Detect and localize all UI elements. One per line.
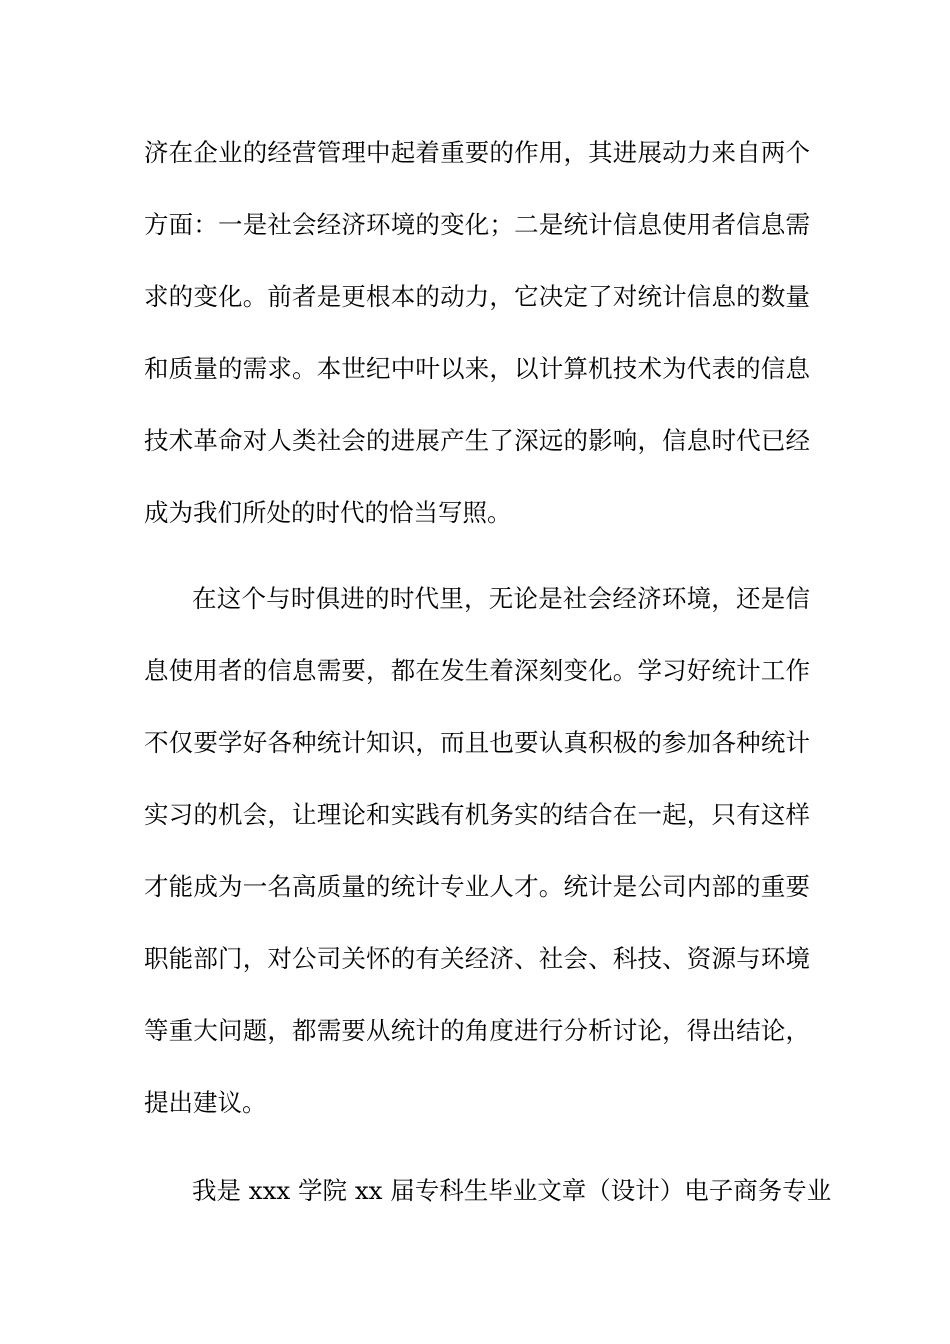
text-line-13: 等重大问题，都需要从统计的角度进行分析讨论，得出结论， [144,1016,810,1045]
text-line-3: 求的变化。前者是更根本的动力，它决定了对统计信息的数量 [144,282,810,311]
text-line-10: 实习的机会，让理论和实践有机务实的结合在一起，只有这样 [144,800,810,829]
text-line-8: 息使用者的信息需要，都在发生着深刻变化。学习好统计工作 [144,656,810,685]
text-line-5: 技术革命对人类社会的进展产生了深远的影响，信息时代已经 [144,426,810,455]
text-line-1: 济在企业的经营管理中起着重要的作用，其进展动力来自两个 [144,138,810,167]
text-line-12: 职能部门，对公司关怀的有关经济、社会、科技、资源与环境 [144,944,810,973]
text-line-14: 提出建议。 [144,1088,267,1117]
text-line-9: 不仅要学好各种统计知识，而且也要认真积极的参加各种统计 [144,728,810,757]
text-line-15: 我是 xxx 学院 xx 届专科生毕业文章（设计）电子商务专业 [192,1176,832,1205]
text-line-2: 方面：一是社会经济环境的变化；二是统计信息使用者信息需 [144,210,810,239]
text-line-7: 在这个与时俱进的时代里，无论是社会经济环境，还是信 [192,584,810,613]
text-line-6: 成为我们所处的时代的恰当写照。 [144,498,512,527]
text-line-11: 才能成为一名高质量的统计专业人才。统计是公司内部的重要 [144,872,810,901]
text-line-4: 和质量的需求。本世纪中叶以来，以计算机技术为代表的信息 [144,354,810,383]
